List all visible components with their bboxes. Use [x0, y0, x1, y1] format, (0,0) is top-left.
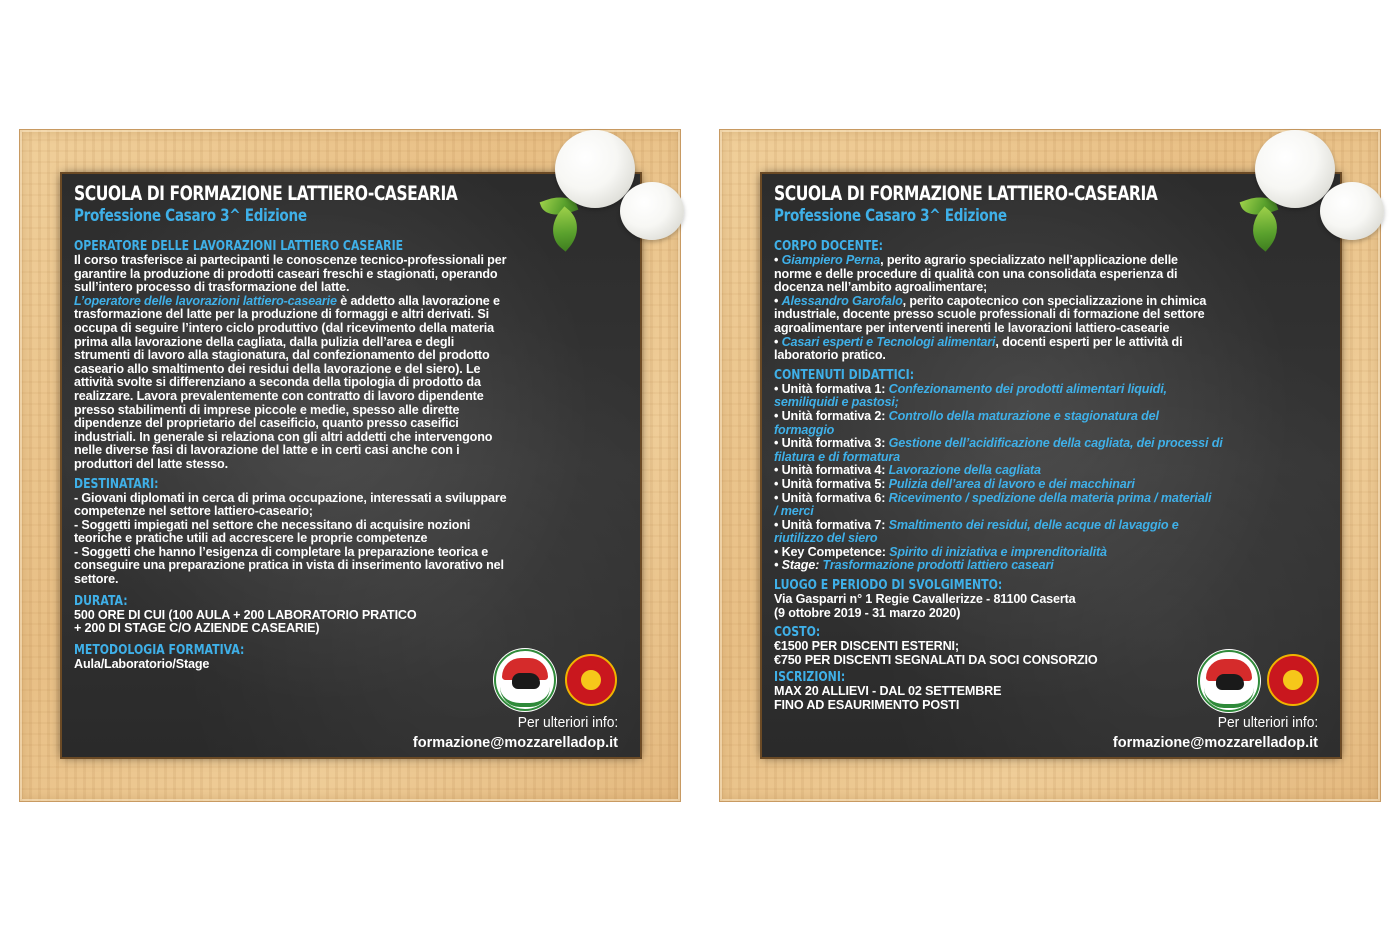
text-line: industriali. In generale si relaziona con gli altri addetti che intervengono — [74, 429, 493, 444]
text-line: Aula/Laboratorio/Stage — [74, 656, 210, 671]
section-heading-luogo: LUOGO E PERIODO DI SVOLGIMENTO: — [774, 578, 1003, 594]
flyer-subtitle: Professione Casaro 3^ Edizione — [774, 206, 1007, 226]
mozzarella-ball-icon — [1320, 182, 1384, 240]
chalkboard-right — [762, 174, 1340, 757]
contenuti-list — [774, 383, 1318, 573]
dop-seal-logo — [1267, 654, 1319, 706]
section-heading-destinatari: DESTINATARI: — [74, 476, 159, 492]
flyer-subtitle: Professione Casaro 3^ Edizione — [74, 206, 307, 226]
text-line: dipendenze del proprietario del caseificio, quanto presso caseifici — [74, 416, 459, 431]
text-line: garantire la produzione di prodotti caseari freschi e stagionati, operando — [74, 266, 498, 281]
module-label: • Key Competence: — [774, 544, 890, 559]
module-cont: / merci — [774, 504, 814, 519]
text-line: laboratorio pratico. — [774, 348, 886, 363]
text-line: occupa di seguire l’intero ciclo produttivo (dal ricevimento della materia — [74, 320, 494, 335]
left-flyer — [19, 129, 681, 802]
module-item — [774, 410, 1318, 424]
text-line: docenza nell’ambito agroalimentare; — [774, 280, 988, 295]
text-line: industriale, docente presso scuole professionali di formazione del settore — [774, 307, 1205, 322]
module-value: Smaltimento dei residui, delle acque di lavaggio e — [888, 517, 1179, 532]
text-line: prima alla lavorazione della cagliata, dalla pulizia dell’area e degli — [74, 334, 455, 349]
right-flyer — [719, 129, 1381, 802]
operatore-text — [74, 254, 618, 472]
text-line: attività svolte si differenziano a seconda della tipologia di prodotto da — [74, 375, 481, 390]
info-email-link[interactable]: formazione@mozzarelladop.it — [412, 735, 618, 751]
module-value: Controllo della maturazione e stagionatura del — [888, 408, 1159, 423]
module-item — [774, 546, 1318, 560]
chalkboard-left — [62, 174, 640, 757]
text-line: + 200 DI STAGE C/O AZIENDE CASEARIE) — [74, 621, 320, 636]
text-line: Via Gasparri n° 1 Regie Cavallerizze - 81100 Caserta — [774, 592, 1076, 607]
mozzarella-campana-logo — [1198, 650, 1260, 712]
text-line: (9 ottobre 2019 - 31 marzo 2020) — [774, 605, 961, 620]
text-line: strumenti di lavoro alla stagionatura, dal confezionamento del prodotto — [74, 348, 490, 363]
module-value: Pulizia dell’area di lavoro e dei macchinari — [888, 476, 1135, 491]
text-line — [74, 295, 618, 309]
module-label: • Unità formativa 2: — [774, 408, 889, 423]
highlight-text: L’operatore delle lavorazioni lattiero-casearie — [74, 293, 337, 308]
module-label: • Unità formativa 6: — [774, 490, 889, 505]
module-item — [774, 383, 1318, 397]
text-line: realizzare. Lavora prevalentemente con contratto di lavoro dipendente — [74, 388, 484, 403]
text-line: norme e delle procedure di qualità con una consolidata esperienza di — [774, 266, 1178, 281]
text-line: settore. — [74, 572, 119, 587]
text-fragment: , perito agrario specializzato nell’applicazione delle — [880, 253, 1178, 267]
text-line: nelle diverse fasi di lavorazione del latte e in certi casi anche con i — [74, 443, 460, 458]
left-content — [74, 182, 618, 671]
teacher-name: Giampiero Perna — [781, 253, 881, 267]
info-email-link[interactable]: formazione@mozzarelladop.it — [1112, 735, 1318, 751]
text-line: produttori del latte stesso. — [74, 456, 228, 471]
text-line: FINO AD ESAURIMENTO POSTI — [774, 698, 960, 713]
module-cont: semiliquidi e pastosi; — [774, 395, 899, 410]
module-label: • Unità formativa 3: — [774, 436, 889, 451]
section-heading-iscrizioni: ISCRIZIONI: — [774, 670, 846, 686]
text-line: • Casari esperti e Tecnologi alimentari, docenti esperti per le attività di — [774, 334, 1183, 349]
text-line: • Alessandro Garofalo, perito capotecnico con specializzazione in chimica — [774, 293, 1207, 308]
text-fragment: , perito capotecnico con specializzazione in chimica — [902, 293, 1207, 308]
module-item — [774, 437, 1318, 451]
section-heading-durata: DURATA: — [74, 593, 128, 609]
module-value: Gestione dell’acidificazione della cagliata, dei processi di — [888, 436, 1223, 451]
module-value: Confezionamento dei prodotti alimentari liquidi, — [888, 381, 1167, 396]
module-label: • Unità formativa 5: — [774, 476, 889, 491]
text-line: - Soggetti impiegati nel settore che necessitano di acquisire nozioni — [74, 517, 471, 532]
docenti-text — [774, 254, 1318, 363]
teacher-name: Alessandro Garofalo — [781, 293, 903, 308]
luogo-text — [774, 593, 1318, 620]
module-item — [774, 519, 1318, 533]
section-heading-docenti: CORPO DOCENTE: — [774, 239, 884, 254]
text-line: 500 ORE DI CUI (100 AULA + 200 LABORATORIO PRATICO — [74, 607, 417, 622]
text-line: trasformazione del latte per la produzione di formaggi e altri derivati. Si — [74, 307, 489, 322]
text-line: - Soggetti che hanno l’esigenza di completare la preparazione teorica e — [74, 544, 489, 559]
text-line: competenze nel settore lattiero-caseario; — [74, 504, 313, 519]
text-line: presso stabilimenti di imprese piccole e medie, spesso alle dirette — [74, 402, 460, 417]
section-heading-costo: COSTO: — [774, 625, 821, 641]
teacher-name: Casari esperti e Tecnologi alimentari — [781, 334, 996, 349]
text-fragment: è addetto alla lavorazione e — [336, 293, 500, 308]
text-line: Il corso trasferisce ai partecipanti le conoscenze tecnico-professionali per — [74, 253, 507, 267]
mozzarella-ball-icon — [620, 182, 684, 240]
section-heading-contenuti: CONTENUTI DIDATTICI: — [774, 367, 915, 383]
destinatari-text — [74, 492, 618, 587]
text-fragment: , docenti esperti per le attività di — [995, 334, 1183, 349]
text-line: agroalimentare per interventi inerenti le lavorazioni lattiero-casearie — [774, 320, 1170, 335]
module-value: Ricevimento / spedizione della materia prima / materiali — [888, 490, 1212, 505]
module-value: Spirito di iniziativa e imprenditorialità — [889, 544, 1107, 559]
text-line: • Giampiero Perna, perito agrario specializzato nell’applicazione delle — [774, 253, 1178, 267]
text-line: - Giovani diplomati in cerca di prima occupazione, interessati a sviluppare — [74, 490, 507, 505]
module-value: Lavorazione della cagliata — [888, 463, 1041, 478]
durata-text — [74, 609, 618, 636]
text-line: €1500 PER DISCENTI ESTERNI; — [774, 639, 959, 654]
text-line: €750 PER DISCENTI SEGNALATI DA SOCI CONSORZIO — [774, 652, 1098, 667]
module-cont: riutilizzo del siero — [774, 531, 878, 546]
module-item — [774, 559, 1318, 573]
info-label: Per ulteriori info: — [1217, 714, 1318, 731]
module-cont: formaggio — [774, 422, 835, 437]
flyer-title: SCUOLA DI FORMAZIONE LATTIERO-CASEARIA — [74, 182, 458, 205]
right-content — [774, 182, 1318, 713]
text-line: MAX 20 ALLIEVI - DAL 02 SETTEMBRE — [774, 684, 1002, 699]
module-cont: filatura e di formatura — [774, 449, 901, 464]
module-label: • Unità formativa 7: — [774, 517, 889, 532]
module-label: • Unità formativa 4: — [774, 463, 889, 478]
info-label: Per ulteriori info: — [517, 714, 618, 731]
text-line: caseario allo smaltimento dei residui della lavorazione e del siero). Le — [74, 361, 481, 376]
dop-seal-logo — [565, 654, 617, 706]
section-heading-metodologia: METODOLOGIA FORMATIVA: — [74, 642, 245, 658]
module-item — [774, 478, 1318, 492]
section-heading-operatore: OPERATORE DELLE LAVORAZIONI LATTIERO CASEARIE — [74, 239, 404, 254]
text-line: teoriche e pratiche utili ad accrescere le proprie competenze — [74, 531, 428, 546]
module-item — [774, 464, 1318, 478]
module-item — [774, 492, 1318, 506]
mozzarella-campana-logo — [494, 649, 556, 711]
module-label: • Stage: — [774, 558, 823, 573]
module-label: • Unità formativa 1: — [774, 381, 889, 396]
module-value: Trasformazione prodotti lattiero caseari — [822, 558, 1054, 573]
text-line: conseguire una preparazione pratica in vista di inserimento lavorativo nel — [74, 558, 504, 573]
flyer-title: SCUOLA DI FORMAZIONE LATTIERO-CASEARIA — [774, 182, 1158, 205]
text-line: sull’intero processo di trasformazione del latte. — [74, 280, 350, 295]
